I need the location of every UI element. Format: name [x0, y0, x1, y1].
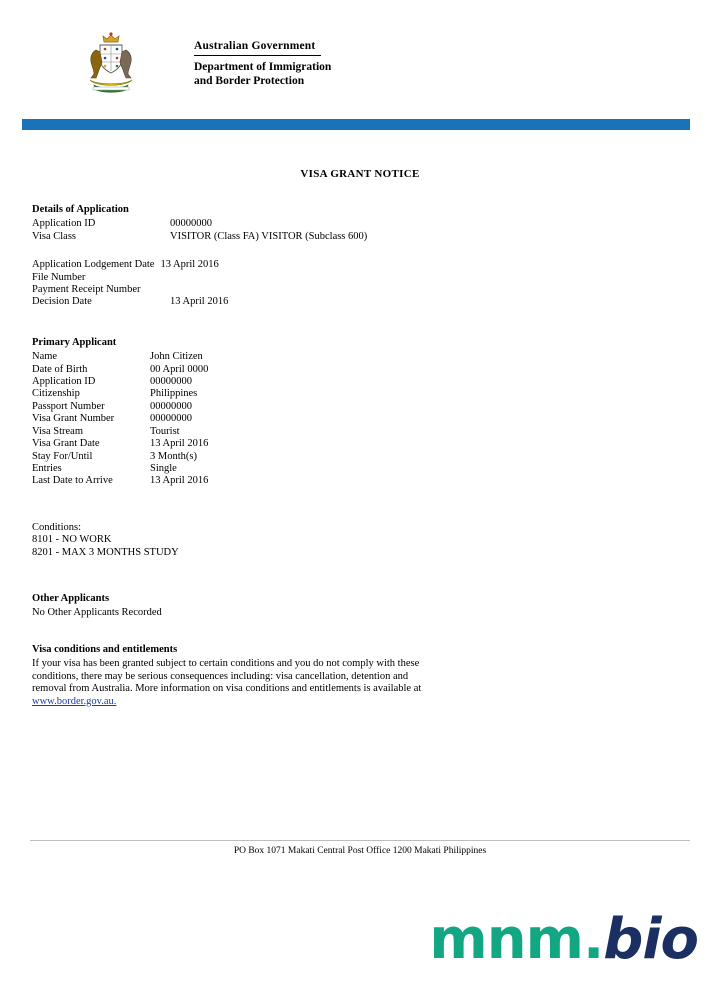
- applicant-row: [32, 451, 672, 463]
- applicant-label: Passport Number: [32, 400, 105, 412]
- applicant-row: [32, 438, 672, 450]
- section-heading-visa-conditions: Visa conditions and entitlements: [32, 643, 178, 655]
- lodgement-date-row: [32, 259, 672, 271]
- applicant-value: 3 Month(s): [150, 450, 197, 462]
- condition-item: 8101 - NO WORK: [32, 534, 112, 546]
- applicant-value: 00 April 0000: [150, 363, 209, 375]
- decision-date-row: [32, 296, 672, 308]
- applicant-value: 00000000: [150, 413, 192, 425]
- detail-label: Visa Class: [32, 230, 76, 242]
- visa-conditions-paragraph: If your visa has been granted subject to certain conditions and you do not comply with these conditions, there may be serious consequences including: visa cancellation, detention and removal from Australia. More information on visa conditions and entitlements is available at: [32, 658, 422, 695]
- watermark-logo: [429, 907, 698, 972]
- applicant-row: [32, 364, 672, 376]
- applicant-label: Name: [32, 351, 58, 363]
- applicant-label: Visa Grant Date: [32, 438, 100, 450]
- document-body: [32, 204, 672, 708]
- applicant-value: Tourist: [150, 425, 180, 437]
- decision-date-value: 13 April 2016: [170, 296, 229, 308]
- applicant-value: 00000000: [150, 376, 192, 388]
- details-of-application-list: [32, 218, 672, 243]
- department-line-2: and Border Protection: [194, 75, 305, 87]
- spacer: [32, 309, 672, 337]
- applicant-row: [32, 426, 672, 438]
- detail-row: [32, 231, 672, 243]
- spacer: [32, 488, 672, 522]
- conditions-list: [32, 522, 672, 559]
- file-number-label: File Number: [32, 271, 86, 283]
- page-title: VISA GRANT NOTICE: [300, 168, 420, 180]
- border-gov-au-link[interactable]: www.border.gov.au.: [32, 695, 117, 707]
- australian-coat-of-arms-icon: [78, 30, 144, 96]
- header-divider-bar: [22, 119, 690, 130]
- section-heading-details: Details of Application: [32, 204, 129, 215]
- detail-label: Application ID: [32, 218, 96, 230]
- other-applicants-text: No Other Applicants Recorded: [32, 607, 162, 619]
- section-heading-primary-applicant: Primary Applicant: [32, 336, 117, 348]
- spacer: [32, 243, 672, 259]
- government-title: Australian Government: [194, 39, 321, 56]
- applicant-row: [32, 351, 672, 363]
- document-header: [30, 28, 690, 98]
- applicant-label: Visa Grant Number: [32, 413, 115, 425]
- department-line-1: Department of Immigration: [194, 61, 332, 73]
- spacer: [32, 620, 672, 644]
- applicant-value: Single: [150, 462, 177, 474]
- applicant-label: Date of Birth: [32, 363, 88, 375]
- footer-divider: [30, 840, 690, 841]
- watermark-text-primary: mnm.: [429, 907, 604, 972]
- government-wordmark: [194, 36, 524, 88]
- applicant-value: 00000000: [150, 400, 192, 412]
- primary-applicant-list: [32, 351, 672, 487]
- payment-receipt-number-label: Payment Receipt Number: [32, 284, 141, 296]
- applicant-value: Philippines: [150, 388, 198, 400]
- applicant-row: [32, 388, 672, 400]
- watermark-text-secondary: bio: [603, 907, 698, 972]
- applicant-label: Last Date to Arrive: [32, 475, 113, 487]
- applicant-label: Stay For/Until: [32, 450, 93, 462]
- detail-value: 00000000: [170, 218, 212, 230]
- section-heading-other-applicants: Other Applicants: [32, 592, 110, 604]
- applicant-label: Citizenship: [32, 388, 80, 400]
- applicant-row: [32, 376, 672, 388]
- applicant-row: [32, 413, 672, 425]
- lodgement-date-label: Application Lodgement Date: [32, 259, 155, 271]
- applicant-value: John Citizen: [150, 351, 203, 363]
- decision-date-label: Decision Date: [32, 296, 92, 308]
- applicant-label: Entries: [32, 462, 62, 474]
- applicant-value: 13 April 2016: [150, 438, 209, 450]
- applicant-row: [32, 463, 672, 475]
- applicant-label: Application ID: [32, 376, 96, 388]
- footer-address: PO Box 1071 Makati Central Post Office 1200 Makati Philippines: [233, 846, 487, 856]
- applicant-label: Visa Stream: [32, 425, 83, 437]
- conditions-heading: Conditions:: [32, 521, 82, 533]
- applicant-row: [32, 401, 672, 413]
- applicant-value: 13 April 2016: [150, 475, 209, 487]
- detail-value: VISITOR (Class FA) VISITOR (Subclass 600): [170, 230, 368, 242]
- detail-row: [32, 218, 672, 230]
- lodgement-date-value: 13 April 2016: [160, 259, 219, 271]
- applicant-row: [32, 475, 672, 487]
- spacer: [32, 559, 672, 593]
- condition-item: 8201 - MAX 3 MONTHS STUDY: [32, 546, 179, 558]
